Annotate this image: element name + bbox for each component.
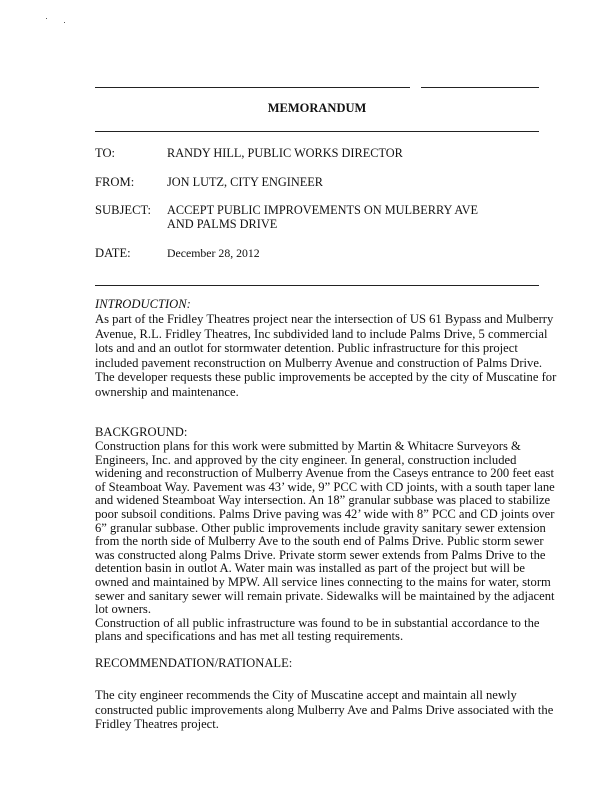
- background-text-line: Construction plans for this work were submitted by Martin & Whitacre Surveyors &: [95, 439, 521, 453]
- background-text-line: of Steamboat Way. Pavement was 43’ wide, 9” PCC with CD joints, with a south taper lane: [95, 479, 555, 494]
- memo-title: MEMORANDUM: [267, 101, 367, 115]
- to-label: TO:: [95, 146, 116, 160]
- subject-label: SUBJECT:: [95, 203, 152, 217]
- background-text-line: widening and reconstruction of Mulberry Avenue from the Caseys entrance to 200 feet east: [95, 466, 554, 481]
- recommendation-body: [95, 688, 554, 732]
- recommendation-text-line: constructed public improvements along Mulberry Ave and Palms Drive associated with the: [95, 702, 554, 717]
- background-text-line: Construction of all public infrastructure was found to be in substantial accordance to the: [95, 615, 540, 630]
- introduction-text-line: As part of the Fridley Theatres project near the intersection of US 61 Bypass and Mulberry: [95, 312, 554, 326]
- introduction-text-line: ownership and maintenance.: [95, 384, 239, 399]
- header-rule-top-left: [95, 87, 410, 88]
- recommendation-text-line: The city engineer recommends the City of Muscatine accept and maintain all newly: [95, 688, 517, 702]
- scan-speck: [46, 18, 47, 19]
- from-label: FROM:: [95, 175, 135, 189]
- header-rule-top-right: [421, 87, 539, 88]
- introduction-heading: INTRODUCTION:: [95, 297, 191, 311]
- background-text-line: and widened Steamboat Way intersection. An 18” granular subbase was placed to stabilize: [95, 493, 551, 508]
- recommendation-text-line: Fridley Theatres project.: [95, 717, 219, 732]
- background-text-line: sewer and sanitary sewer will remain private. Sidewalks will be maintained by the adjacent: [95, 588, 555, 603]
- introduction-text-line: included pavement reconstruction on Mulberry Avenue and construction of Palms Drive.: [95, 355, 543, 370]
- introduction-text-line: lots and and an outlot for stormwater detention. Public infrastructure for this project: [95, 341, 518, 356]
- background-text-line: detention basin in outlot A. Water main was installed as part of the project but will be: [95, 561, 525, 576]
- introduction-text-line: Avenue, R.L. Fridley Theatres, Inc subdivided land to include Palms Drive, 5 commercial: [95, 326, 548, 341]
- background-text-line: poor subsoil conditions. Palms Drive paving was 42’ wide with 8” PCC and CD joints over: [95, 506, 555, 521]
- header-divider: [95, 285, 539, 286]
- header-rule-bottom: [95, 131, 539, 132]
- introduction-text-line: The developer requests these public improvements be accepted by the city of Muscatine for: [95, 370, 557, 385]
- introduction-body: [95, 312, 557, 400]
- background-text-line: lot owners.: [95, 602, 151, 617]
- background-body: [95, 439, 555, 644]
- date-label: DATE:: [95, 246, 131, 260]
- background-heading: BACKGROUND:: [95, 425, 188, 439]
- scan-speck: [64, 22, 65, 23]
- background-text-line: owned and maintained by MPW. All service lines connecting to the mains for water, storm: [95, 574, 551, 589]
- from-value: JON LUTZ, CITY ENGINEER: [167, 175, 323, 189]
- background-text-line: Engineers, Inc. and approved by the city engineer. In general, construction included: [95, 452, 517, 467]
- subject-value-line2: AND PALMS DRIVE: [167, 217, 278, 231]
- background-text-line: from the north side of Mulberry Ave to the south end of Palms Drive. Public storm sewer: [95, 534, 544, 549]
- date-value: December 28, 2012: [167, 246, 260, 260]
- to-value: RANDY HILL, PUBLIC WORKS DIRECTOR: [167, 146, 403, 160]
- subject-value-line1: ACCEPT PUBLIC IMPROVEMENTS ON MULBERRY AVE: [167, 203, 478, 217]
- recommendation-heading: RECOMMENDATION/RATIONALE:: [95, 656, 293, 670]
- background-text-line: plans and specifications and has met all testing requirements.: [95, 629, 404, 644]
- background-text-line: was constructed along Palms Drive. Private storm sewer extends from Palms Drive to the: [95, 547, 546, 562]
- background-text-line: 6” granular subbase. Other public improvements include gravity sanitary sewer extension: [95, 520, 546, 535]
